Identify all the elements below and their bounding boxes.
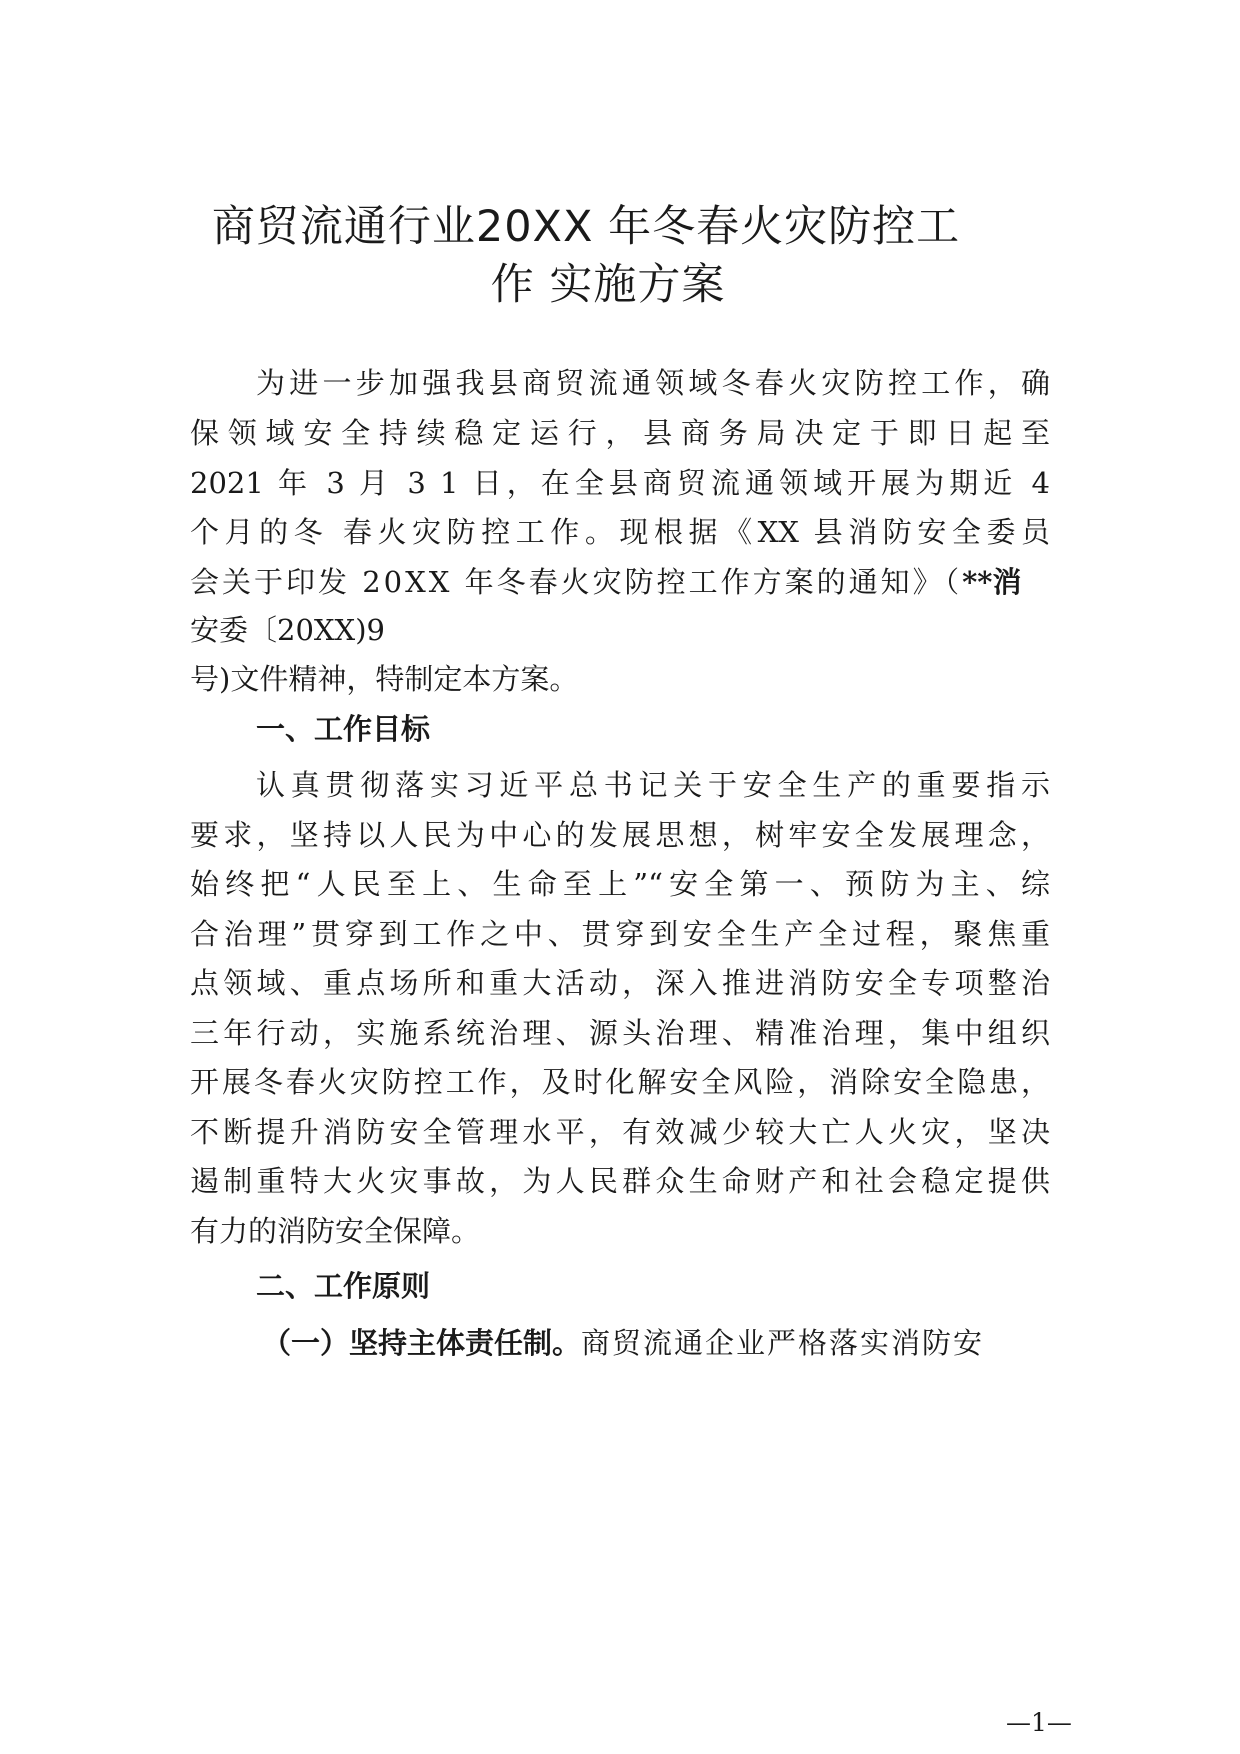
section-1-line-4: 合治理”贯穿到工作之中、贯穿到安全生产全过程，聚焦重 [190, 917, 1050, 951]
section-1-heading: 一、工作目标 [256, 712, 431, 746]
principle-1-text: 商贸流通企业严格落实消防安 [581, 1326, 985, 1360]
intro-line-1: 为进一步加强我县商贸流通领域冬春火灾防控工作，确 [256, 366, 1050, 400]
section-1-line-7: 开展冬春火灾防控工作，及时化解安全风险，消除安全隐患， [190, 1065, 1050, 1099]
title-line-2: 作 实施方案 [490, 260, 726, 310]
section-1-line-8: 不断提升消防安全管理水平，有效减少较大亡人火灾，坚决 [190, 1115, 1050, 1149]
principle-1-label: （一）坚持主体责任制。 [262, 1326, 582, 1360]
intro-line-6: 安委〔20XX)9 [190, 613, 385, 647]
document-title [0, 198, 1240, 314]
intro-line-3: 2021 年 3 月 3 1 日，在全县商贸流通领域开展为期近 4 [190, 466, 1050, 500]
section-1-line-6: 三年行动，实施系统治理、源头治理、精准治理，集中组织 [190, 1016, 1050, 1050]
section-1-line-3: 始终把“人民至上、生命至上”“安全第一、预防为主、综 [190, 867, 1050, 901]
page-number: —1— [1006, 1708, 1072, 1737]
section-2-heading: 二、工作原则 [256, 1269, 431, 1303]
section-1-line-5: 点领域、重点场所和重大活动，深入推进消防安全专项整治 [190, 966, 1050, 1000]
section-1-line-1: 认真贯彻落实习近平总书记关于安全生产的重要指示 [256, 768, 1050, 802]
section-1-line-9: 遏制重特大火灾事故，为人民群众生命财产和社会稳定提供 [190, 1164, 1050, 1198]
intro-line-5 [190, 562, 1050, 602]
section-1-line-2: 要求，坚持以人民为中心的发展思想，树牢安全发展理念， [190, 818, 1050, 852]
title-line-1: 商贸流通行业20XX 年冬春火灾防控工 [211, 202, 961, 252]
intro-line-5-text: 会关于印发 20XX 年冬春火灾防控工作方案的通知》（ [190, 565, 963, 599]
section-1-line-10: 有力的消防安全保障。 [190, 1214, 481, 1248]
intro-line-7: 号)文件精神，特制定本方案。 [190, 662, 579, 696]
intro-line-4: 个月的冬 春火灾防控工作。现根据《XX 县消防安全委员 [190, 515, 1050, 549]
principle-1-line [262, 1323, 1050, 1363]
intro-line-5-bold: **消 [962, 565, 1022, 599]
intro-line-2: 保领域安全持续稳定运行，县商务局决定于即日起至 [190, 416, 1050, 450]
